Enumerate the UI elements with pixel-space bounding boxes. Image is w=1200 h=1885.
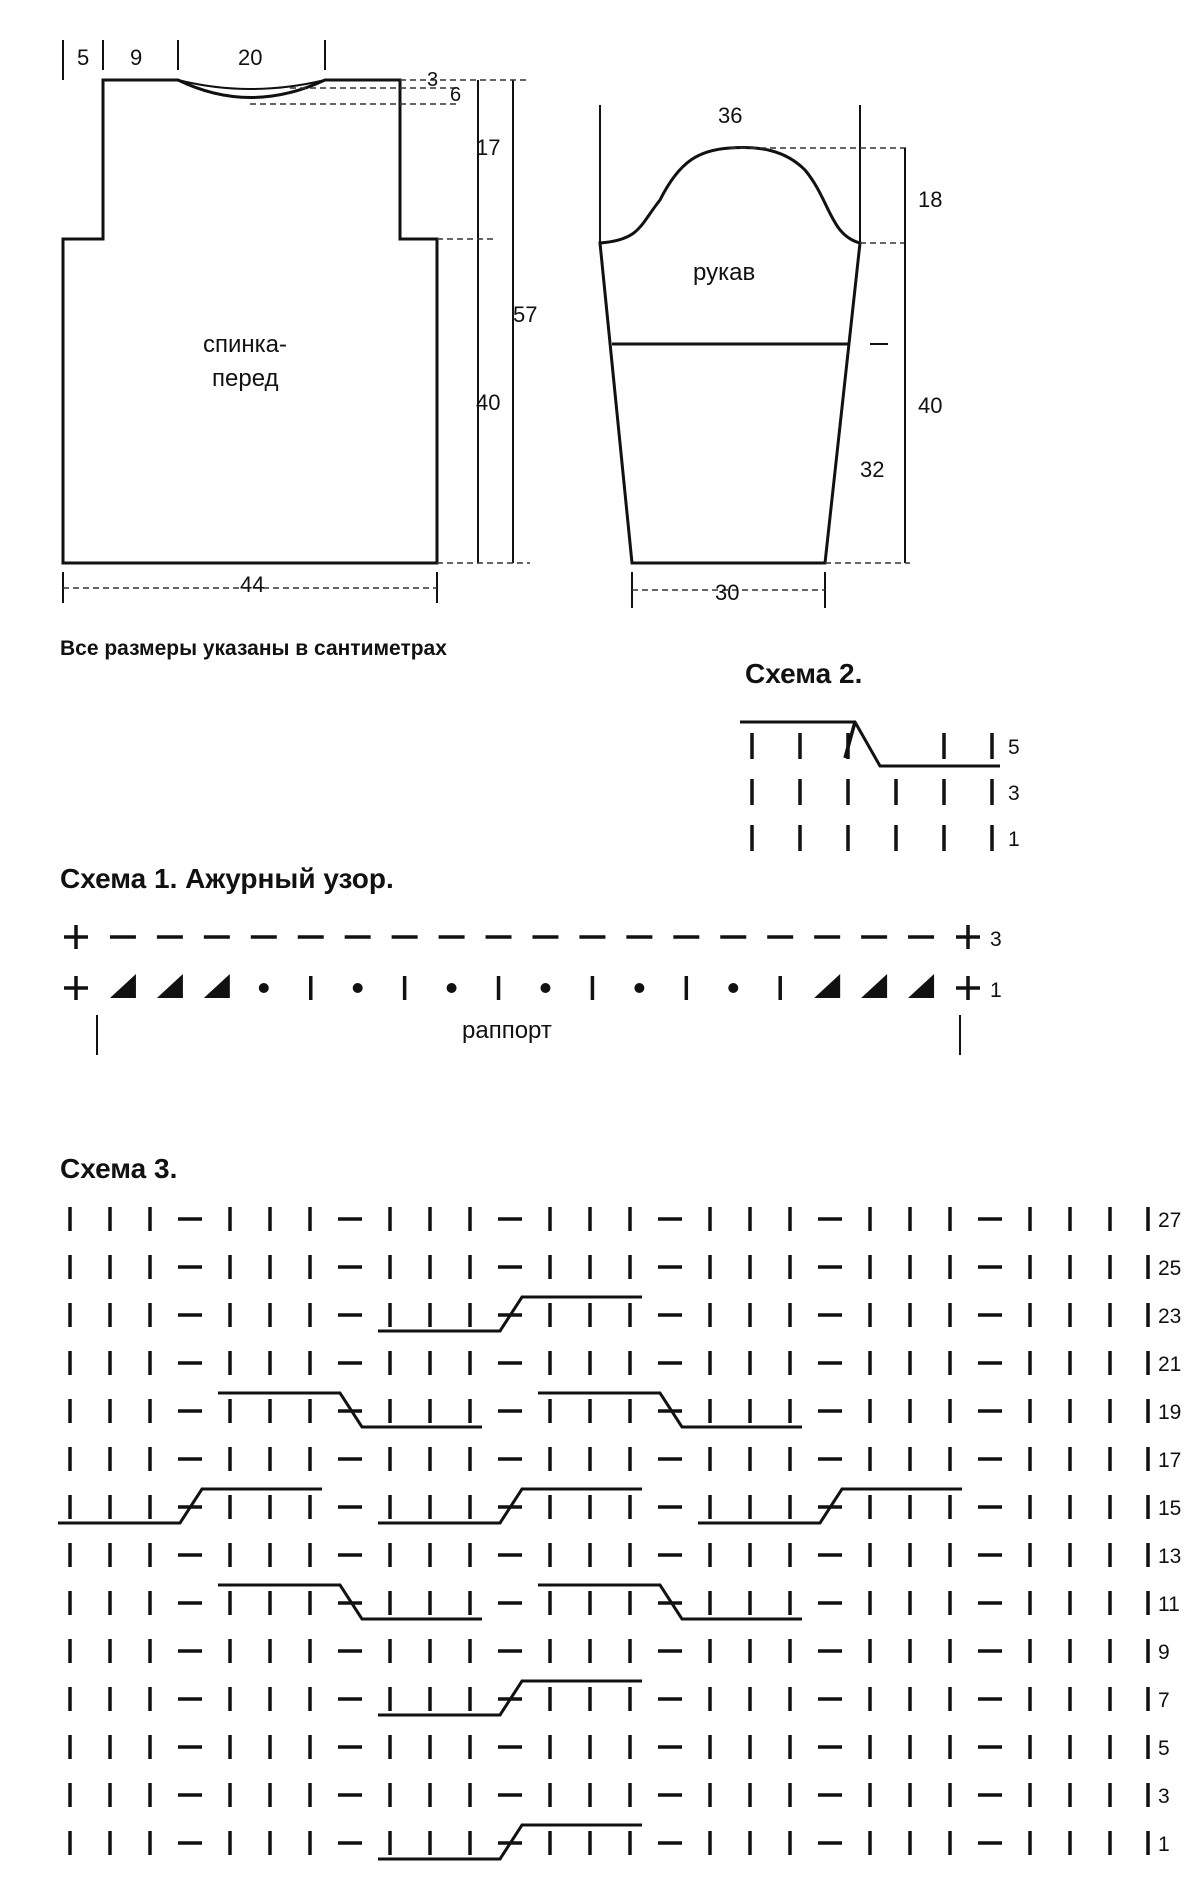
row-number: 5 (1158, 1737, 1170, 1760)
dim-total-height: 57 (513, 302, 538, 327)
row-number: 5 (1008, 736, 1020, 759)
decrease-symbol (157, 974, 183, 998)
row-number: 3 (1158, 1785, 1170, 1808)
dim-cuff-width: 30 (715, 580, 740, 605)
cable-cross-line (58, 1489, 322, 1523)
sleeve-diagram (600, 103, 942, 608)
row-number: 21 (1158, 1353, 1182, 1376)
decrease-symbol (204, 974, 230, 998)
row-number: 3 (990, 928, 1002, 951)
cable-cross-line (378, 1681, 642, 1715)
dim-shoulder-width: 9 (130, 45, 143, 70)
scheme-1 (60, 863, 1002, 1055)
dim-lower-length: 32 (860, 457, 885, 482)
row-number: 13 (1158, 1545, 1182, 1568)
dim-neck-width: 20 (238, 45, 263, 70)
body-label-2: перед (212, 365, 279, 392)
cable-cross-line (378, 1297, 642, 1331)
body-label-1: спинка- (203, 331, 288, 358)
scheme-2 (740, 658, 1020, 851)
scheme-1-title: Схема 1. Ажурный узор. (60, 863, 394, 894)
dim-side-height: 40 (476, 390, 501, 415)
row-number: 1 (1008, 828, 1020, 851)
yarn-over-symbol (728, 983, 738, 993)
dim-sleeve-top: 36 (718, 103, 743, 128)
scheme-2-title: Схема 2. (745, 658, 863, 689)
decrease-symbol (814, 974, 840, 998)
scheme-3 (58, 1153, 1181, 1859)
scheme-1-grid (64, 925, 1002, 1002)
row-number: 1 (1158, 1833, 1170, 1856)
row-number: 25 (1158, 1257, 1182, 1280)
decrease-symbol (110, 974, 136, 998)
row-number: 1 (990, 979, 1002, 1002)
sleeve-label: рукав (693, 259, 756, 286)
row-number: 17 (1158, 1449, 1182, 1472)
dim-sleeve-length: 40 (918, 393, 943, 418)
yarn-over-symbol (540, 983, 550, 993)
scheme-3-title: Схема 3. (60, 1153, 178, 1184)
row-number: 19 (1158, 1401, 1182, 1424)
cable-cross-line (538, 1393, 802, 1427)
sleeve-outline (600, 148, 860, 563)
row-number: 27 (1158, 1209, 1182, 1232)
dim-width: 44 (240, 572, 265, 597)
row-number: 11 (1158, 1593, 1180, 1616)
scheme-3-grid (58, 1207, 1181, 1859)
cable-cross-line (378, 1825, 642, 1859)
row-number: 15 (1158, 1497, 1182, 1520)
row-number: 9 (1158, 1641, 1170, 1664)
cable-cross-line (698, 1489, 962, 1523)
cable-cross-line (538, 1585, 802, 1619)
dim-cap-height: 18 (918, 187, 943, 212)
decrease-symbol (861, 974, 887, 998)
body-outline (63, 80, 437, 563)
repeat-label: раппорт (462, 1017, 552, 1044)
cable-cross-line (378, 1489, 642, 1523)
cable-cross-line (740, 722, 1000, 766)
yarn-over-symbol (634, 983, 644, 993)
row-number: 23 (1158, 1305, 1182, 1328)
body-piece-diagram (63, 40, 537, 603)
dim-shoulder-offset: 5 (77, 45, 90, 70)
cable-cross-line (218, 1393, 482, 1427)
yarn-over-symbol (447, 983, 457, 993)
dim-neck-depth-back: 3 (427, 69, 439, 91)
dim-neck-depth-front: 6 (450, 84, 462, 106)
scheme-2-grid (740, 722, 1020, 851)
row-number: 3 (1008, 782, 1020, 805)
row-number: 7 (1158, 1689, 1170, 1712)
decrease-symbol (908, 974, 934, 998)
dim-armhole-height: 17 (476, 135, 501, 160)
cable-cross-line (218, 1585, 482, 1619)
yarn-over-symbol (259, 983, 269, 993)
units-note: Все размеры указаны в сантиметрах (60, 637, 447, 660)
yarn-over-symbol (353, 983, 363, 993)
